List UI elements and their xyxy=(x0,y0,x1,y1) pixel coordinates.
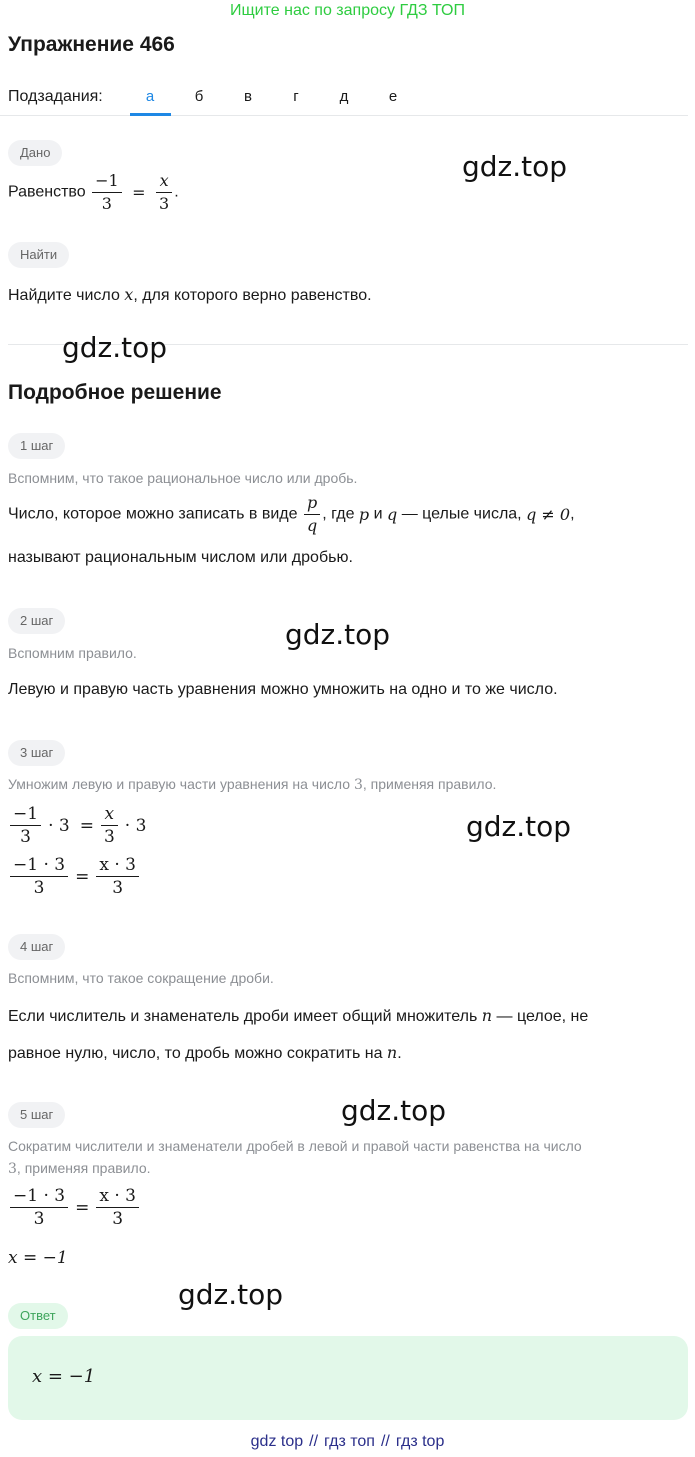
tab-a[interactable]: а xyxy=(145,88,155,105)
watermark: gdz.top xyxy=(466,810,572,843)
given-left-fraction: $\frac{-1}{3}$ xyxy=(92,170,122,215)
footer-links: gdz top // гдз топ // гдз top xyxy=(250,1433,445,1450)
tab-d[interactable]: д xyxy=(339,88,349,105)
step1-line1: Число, которое можно записать в виде $\frac{p}{q}$ , где p и q — целые числа, q ≠ 0, xyxy=(8,493,575,535)
subtasks-label: Подзадания: xyxy=(8,88,103,105)
page-title: Упражнение 466 xyxy=(8,33,175,56)
find-statement: Найдите число x, для которого верно равенство. xyxy=(8,285,372,304)
promo-banner[interactable]: Ищите нас по запросу ГДЗ ТОП xyxy=(230,2,465,19)
footer-link-gdz-top[interactable]: gdz top xyxy=(250,1433,304,1450)
watermark: gdz.top xyxy=(62,331,168,364)
step4-line2: равное нулю, число, то дробь можно сократить на n. xyxy=(8,1043,402,1062)
find-badge: Найти xyxy=(8,242,69,268)
step5-hint-2: 3, применяя правило. xyxy=(8,1160,151,1177)
step1-line2: называют рациональным числом или дробью. xyxy=(8,549,353,566)
given-badge: Дано xyxy=(8,140,62,166)
step2-badge: 2 шаг xyxy=(8,608,65,634)
tab-e[interactable]: е xyxy=(388,88,398,105)
step2-text: Левую и правую часть уравнения можно умножить на одно и то же число. xyxy=(8,681,558,698)
tab-v[interactable]: в xyxy=(244,88,252,105)
step4-badge: 4 шаг xyxy=(8,934,65,960)
step3-badge: 3 шаг xyxy=(8,740,65,766)
step5-equation: $\frac{-1 \cdot 3}{3}$ = $\frac{x \cdot 3}{3}$ xyxy=(8,1185,141,1230)
given-right-fraction: $\frac{x}{3}$ xyxy=(156,170,172,215)
footer-link-gdz-top-ru[interactable]: гдз топ xyxy=(324,1433,375,1450)
step5-badge: 5 шаг xyxy=(8,1102,65,1128)
watermark: gdz.top xyxy=(285,618,391,651)
watermark: gdz.top xyxy=(462,150,568,183)
given-statement: Равенство $\frac{-1}{3}$ = $\frac{x}{3}$ . xyxy=(8,171,179,213)
answer-badge: Ответ xyxy=(8,1303,68,1329)
step1-badge: 1 шаг xyxy=(8,433,65,459)
answer-box xyxy=(8,1336,688,1420)
tab-b[interactable]: б xyxy=(194,88,204,105)
step4-hint: Вспомним, что такое сокращение дроби. xyxy=(8,970,274,986)
answer-value: x = −1 xyxy=(32,1366,96,1387)
step3-hint: Умножим левую и правую части уравнения на число 3, применяя правило. xyxy=(8,776,497,793)
watermark: gdz.top xyxy=(341,1094,447,1127)
step3-equation-1: $\frac{-1}{3}$ · 3 = $\frac{x}{3}$ · 3 xyxy=(8,803,151,848)
step3-equation-2: $\frac{-1 \cdot 3}{3}$ = $\frac{x \cdot 3}{3}$ xyxy=(8,854,141,899)
step2-hint: Вспомним правило. xyxy=(8,645,137,661)
footer-link-gdz-top-mixed[interactable]: гдз top xyxy=(395,1433,445,1450)
watermark: gdz.top xyxy=(178,1278,284,1311)
tab-g[interactable]: г xyxy=(293,88,299,105)
active-tab-indicator xyxy=(130,113,171,116)
subtasks-bar xyxy=(0,78,688,116)
pq-fraction: $\frac{p}{q}$ xyxy=(304,492,320,537)
step1-hint: Вспомним, что такое рациональное число или дробь. xyxy=(8,470,358,486)
step5-hint-1: Сократим числители и знаменатели дробей в левой и правой части равенства на число xyxy=(8,1138,582,1154)
step4-line1: Если числитель и знаменатель дроби имеет общий множитель n — целое, не xyxy=(8,1006,589,1025)
solution-title: Подробное решение xyxy=(8,381,222,404)
step5-result: x = −1 xyxy=(8,1248,68,1268)
